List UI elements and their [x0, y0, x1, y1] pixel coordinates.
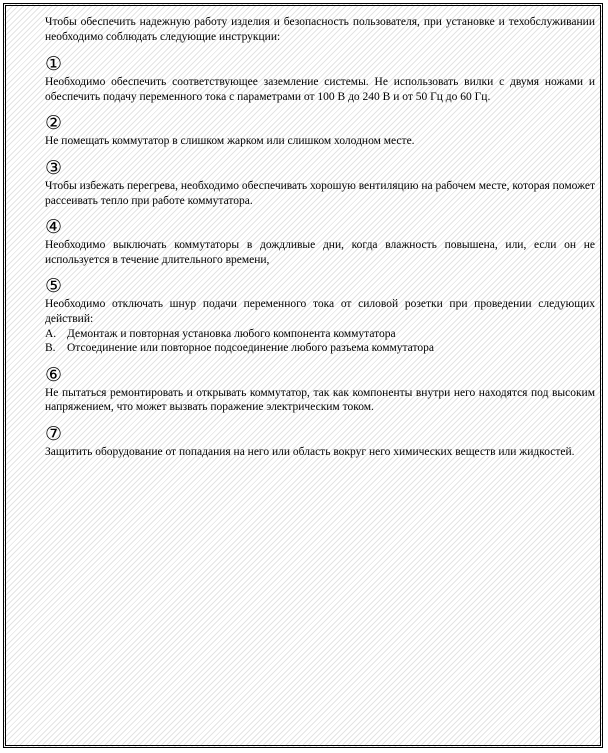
instruction-text: Необходимо отключать шнур подачи переменного тока от силовой розетки при проведении следующих действий:: [45, 298, 595, 325]
sub-item-text: Демонтаж и повторная установка любого компонента коммутатора: [67, 327, 396, 340]
circled-number-6: ⑥: [45, 363, 63, 386]
circled-number-7: ⑦: [45, 422, 63, 445]
instruction-text: Чтобы избежать перегрева, необходимо обеспечивать хорошую вентиляцию на рабочем месте, которая поможет рассеивать тепло при работе коммутатора.: [45, 179, 595, 207]
sub-item-b: [45, 341, 595, 356]
instruction-text: Необходимо обеспечить соответствующее заземление системы. Не использовать вилки с двумя ножами и обеспечить подачу переменного тока с параметрами от 100 В до 240 В и от 50 Гц до 60 Гц.: [45, 76, 595, 103]
circled-number-3: ③: [45, 156, 63, 179]
circled-number-2: ②: [45, 112, 63, 135]
circled-number-1: ①: [45, 53, 63, 76]
document-frame: [3, 3, 603, 748]
sub-item-a: [45, 327, 595, 342]
instruction-item-7: [45, 423, 595, 460]
instruction-text: Не помещать коммутатор в слишком жарком или слишком холодном месте.: [45, 135, 415, 148]
safety-instructions: [45, 15, 595, 460]
instruction-item-3: [45, 157, 595, 208]
sub-item-text: Отсоединение или повторное подсоединение любого разъема коммутатора: [67, 342, 434, 355]
instruction-item-2: [45, 112, 595, 149]
sub-item-letter: B.: [45, 342, 56, 355]
circled-number-4: ④: [45, 216, 63, 239]
instruction-item-6: [45, 364, 595, 415]
instruction-text: Защитить оборудование от попадания на него или область вокруг него химических веществ или жидкостей.: [45, 445, 575, 458]
instruction-item-5: [45, 275, 595, 355]
instruction-text: Не пытаться ремонтировать и открывать коммутатор, так как компоненты внутри него находятся под высоким напряжением, что может вызвать поражение электрическим током.: [45, 386, 595, 414]
intro-text: Чтобы обеспечить надежную работу изделия и безопасность пользователя, при установке и техобслуживании необходимо соблюдать следующие инструкции:: [45, 16, 595, 43]
instruction-item-1: [45, 53, 595, 104]
sub-item-letter: A.: [45, 327, 57, 340]
instruction-item-4: [45, 216, 595, 267]
circled-number-5: ⑤: [45, 275, 63, 298]
instruction-text: Необходимо выключать коммутаторы в дождливые дни, когда влажность повышена, или, если он не используется в течение длительного времени,: [45, 239, 595, 266]
